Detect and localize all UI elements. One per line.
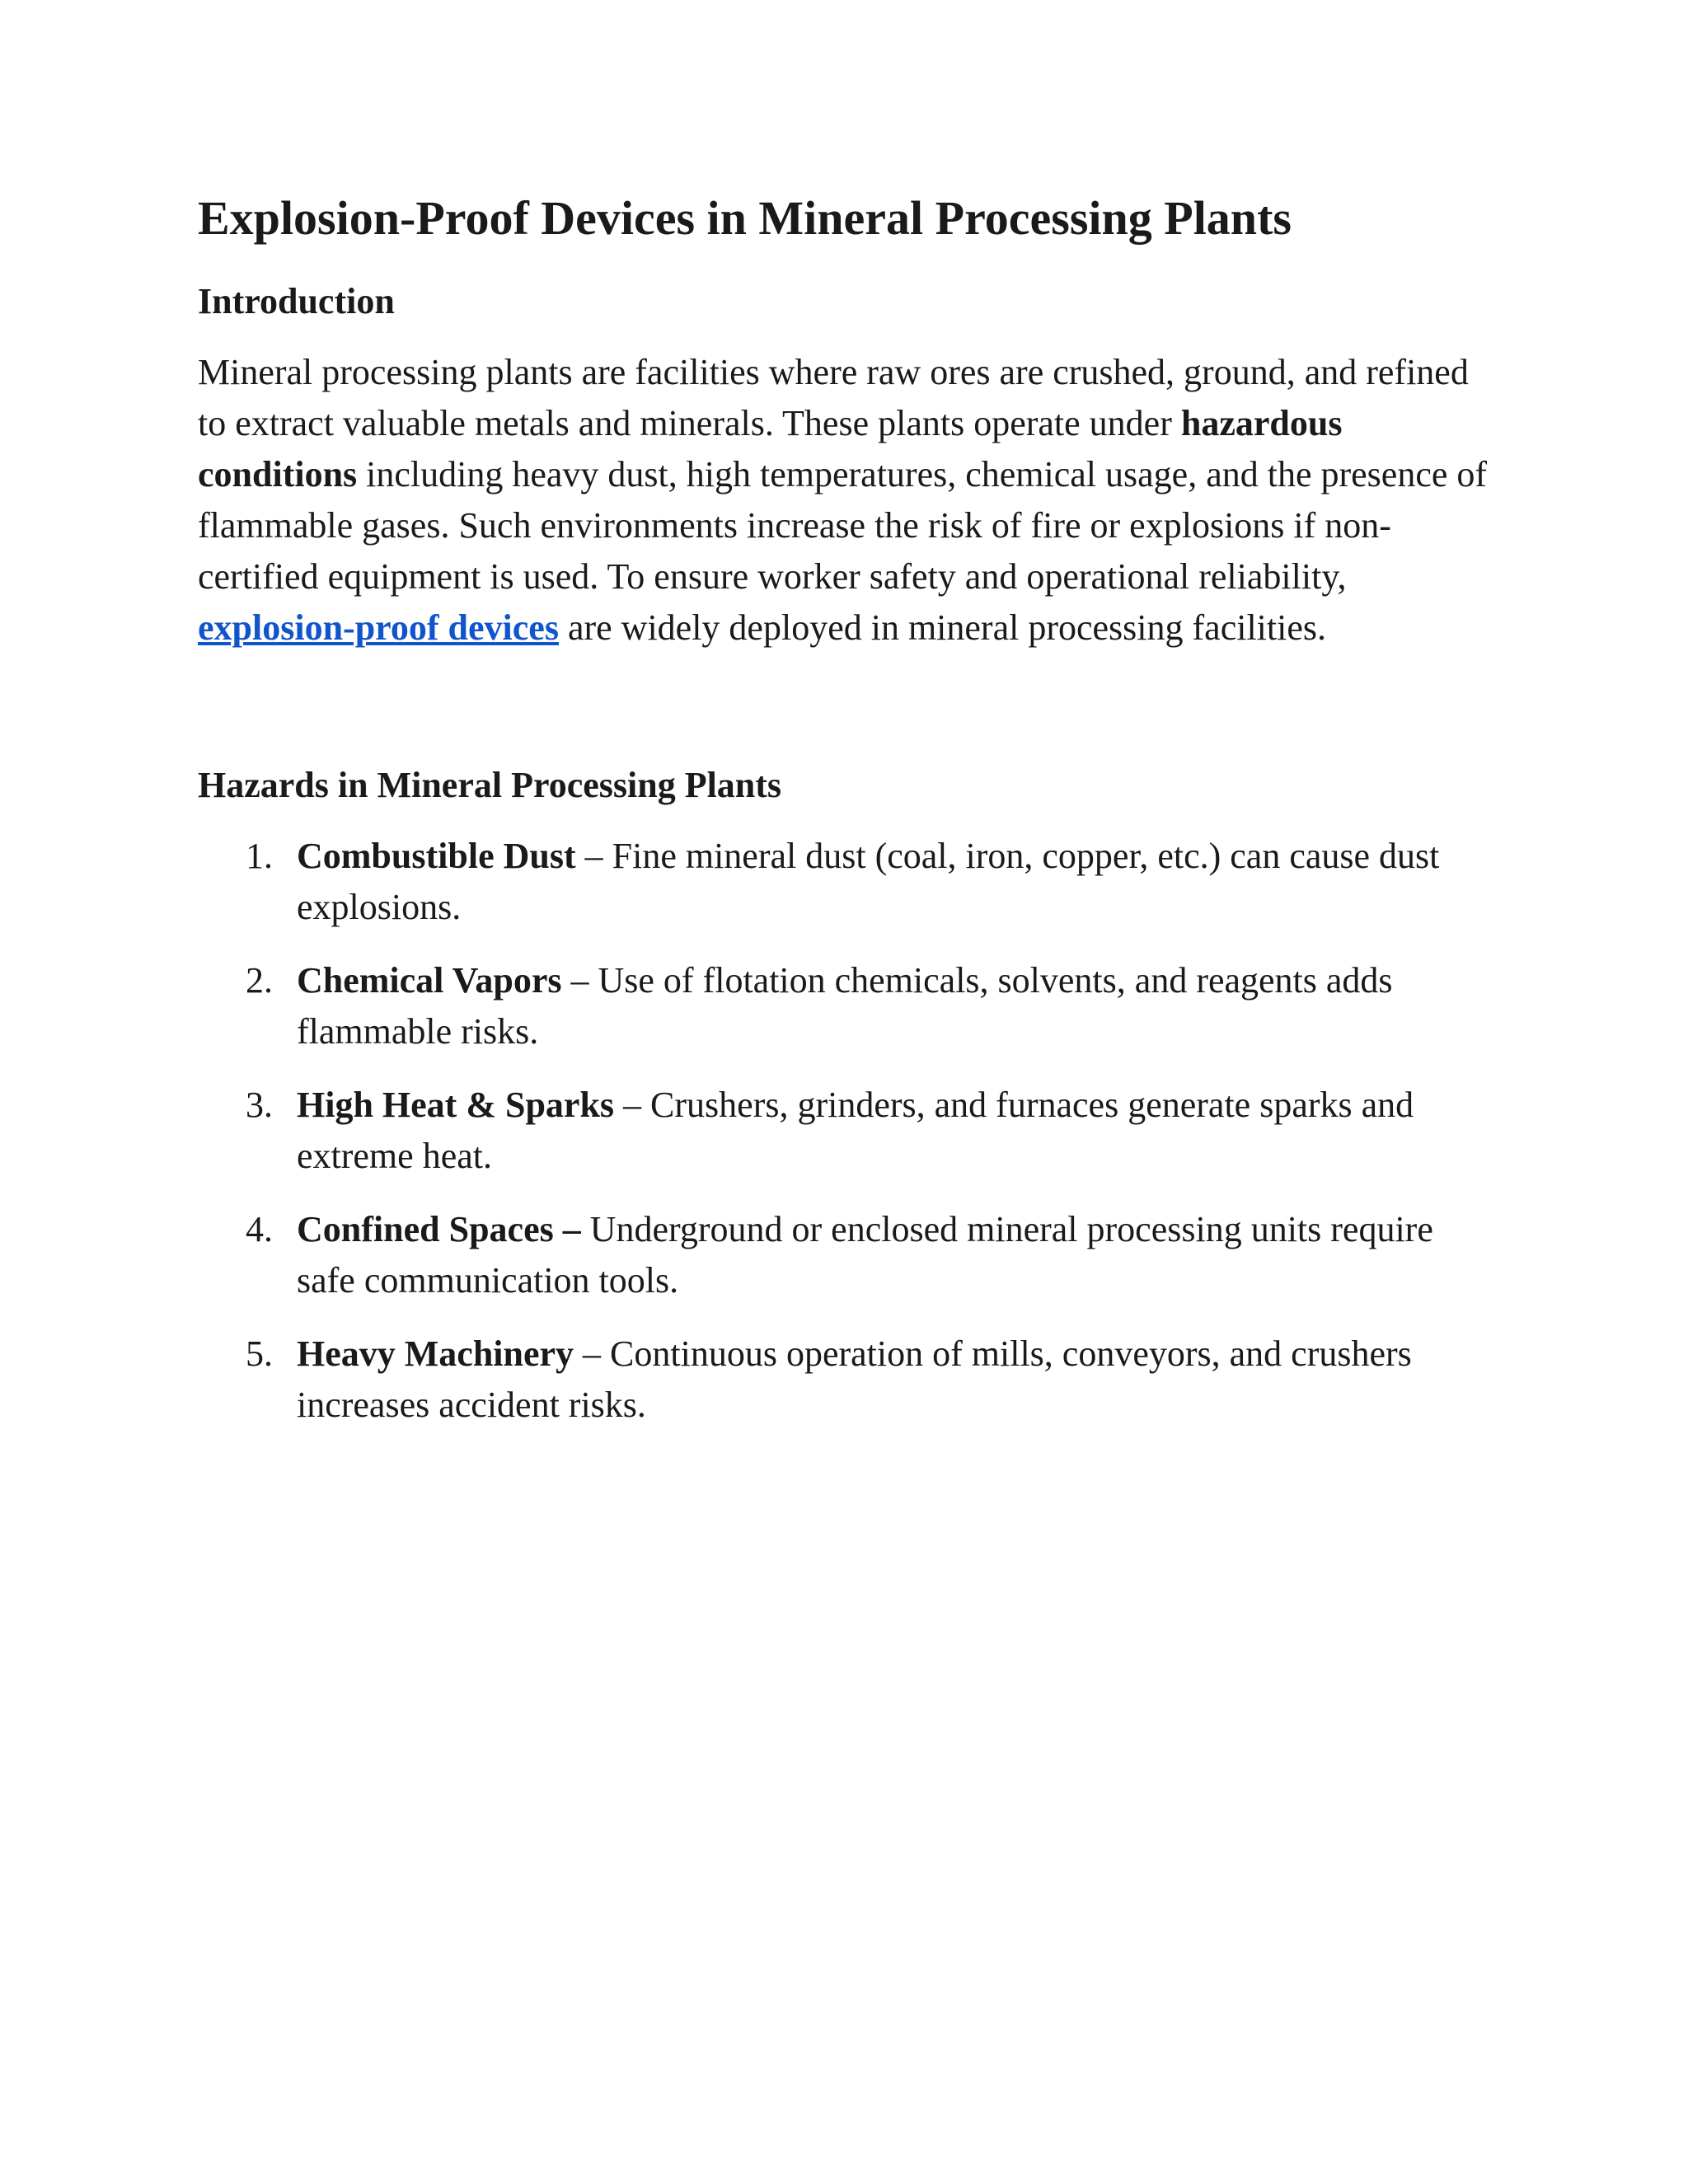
list-item-description: – Crushers, grinders, and furnaces generate sparks and extreme heat. bbox=[297, 1084, 1414, 1176]
list-item bbox=[198, 1204, 1500, 1306]
list-item-number: 1. bbox=[246, 835, 273, 876]
list-item-description: – Continuous operation of mills, conveyors, and crushers increases accident risks. bbox=[297, 1333, 1412, 1425]
list-item-description: – Fine mineral dust (coal, iron, copper, etc.) can cause dust explosions. bbox=[297, 835, 1440, 927]
list-item bbox=[198, 831, 1500, 933]
list-item-term: Combustible Dust bbox=[297, 835, 576, 876]
hazards-heading: Hazards in Mineral Processing Plants bbox=[198, 764, 782, 805]
list-item-description: Underground or enclosed mineral processing units require safe communication tools. bbox=[297, 1208, 1433, 1301]
list-item-description: – Use of flotation chemicals, solvents, and reagents adds flammable risks. bbox=[297, 959, 1393, 1052]
list-item bbox=[198, 1329, 1500, 1431]
introduction-heading: Introduction bbox=[198, 280, 395, 321]
document-page bbox=[198, 190, 1500, 1453]
list-item-number: 5. bbox=[246, 1333, 273, 1374]
intro-text-3: are widely deployed in mineral processing facilities. bbox=[558, 607, 1326, 648]
intro-text-2: including heavy dust, high temperatures, chemical usage, and the presence of flammable gases. Such environments increase the risk of fire or explosions if non-certified equipment is used. To ensure worker safety and operational reliability, bbox=[198, 453, 1488, 597]
intro-text-1: Mineral processing plants are facilities where raw ores are crushed, ground, and refined to extract valuable metals and minerals. These plants operate under bbox=[198, 351, 1469, 443]
list-item bbox=[198, 955, 1500, 1057]
list-item-term: Confined Spaces – bbox=[297, 1208, 581, 1249]
list-item-number: 4. bbox=[246, 1208, 273, 1249]
introduction-paragraph bbox=[198, 347, 1500, 654]
section-spacer bbox=[198, 654, 1500, 762]
list-item-term: High Heat & Sparks bbox=[297, 1084, 615, 1125]
page-title: Explosion-Proof Devices in Mineral Processing Plants bbox=[198, 191, 1292, 245]
list-item-number: 3. bbox=[246, 1084, 273, 1125]
list-item-term: Chemical Vapors bbox=[297, 959, 562, 1001]
list-item-term: Heavy Machinery bbox=[297, 1333, 574, 1374]
list-item bbox=[198, 1080, 1500, 1182]
list-item-number: 2. bbox=[246, 959, 273, 1001]
hazards-list bbox=[198, 831, 1500, 1431]
intro-bold-hazardous: hazardous conditions bbox=[198, 402, 1343, 494]
explosion-proof-devices-link[interactable]: explosion-proof devices bbox=[198, 607, 559, 648]
